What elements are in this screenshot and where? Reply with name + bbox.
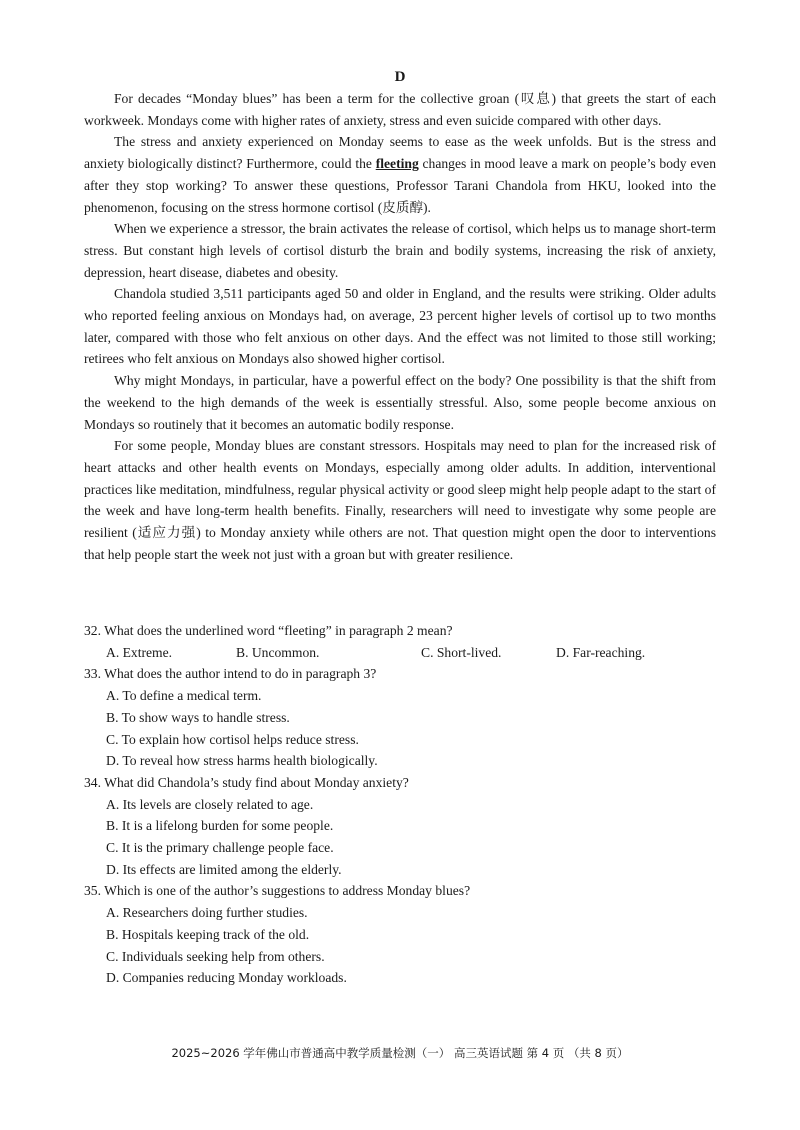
option-a: A. Its levels are closely related to age. <box>106 796 314 812</box>
underlined-word-fleeting: fleeting <box>375 156 419 172</box>
paragraph-1: For decades “Monday blues” has been a term for the collective groan (叹息) that greets the start of each workweek. Mondays come with higher rates of anxiety, stress and even suicide compared with other days. <box>84 91 716 128</box>
question-stem: 35. Which is one of the author’s suggestions to address Monday blues? <box>84 883 471 899</box>
option-b: B. It is a lifelong burden for some people. <box>106 818 334 834</box>
option-c: C. Short-lived. <box>421 644 502 660</box>
option-c: C. To explain how cortisol helps reduce stress. <box>106 731 359 747</box>
question-stem: 33. What does the author intend to do in paragraph 3? <box>84 666 377 682</box>
option-b: B. Uncommon. <box>236 644 320 660</box>
paragraph-4: Chandola studied 3,511 participants aged 50 and older in England, and the results were striking. Older adults who reported feeling anxious on Mondays had, on average, 23 percent higher levels of cortisol up to two months later, compared with those who felt anxious on other days. And the effect was not limited to those still working; retirees who felt anxious on Mondays also showed higher cortisol. <box>84 286 716 367</box>
paragraph-6: For some people, Monday blues are constant stressors. Hospitals may need to plan for the increased risk of heart attacks and other health events on Mondays, especially among older adults. In addition, interventional practices like meditation, mindfulness, regular physical activity or good sleep might help people adapt to the start of the week and have long-term health benefits. Finally, researchers will need to investigate why some people are resilient (适应力强) to Monday anxiety while others are not. That question might open the door to interventions that help people start the week not just with a groan but with greater resilience. <box>84 438 716 562</box>
option-d: D. To reveal how stress harms health biologically. <box>106 753 378 769</box>
option-d: D. Far-reaching. <box>556 644 646 660</box>
question-33 <box>84 663 716 772</box>
option-row <box>84 642 716 664</box>
paragraph-2 <box>84 131 716 218</box>
option-a: A. Extreme. <box>106 644 173 660</box>
page-footer: 2025~2026 学年佛山市普通高中教学质量检测（一） 高三英语试题 第 4 页 （共 8 页） <box>171 1046 629 1060</box>
paragraph-5: Why might Mondays, in particular, have a powerful effect on the body? One possibility is that the shift from the weekend to the high demands of the week is essentially stressful. Also, some people become anxious on Mondays so routinely that it becomes an automatic bodily response. <box>84 373 716 432</box>
question-32 <box>84 620 716 663</box>
option-a: A. To define a medical term. <box>106 688 262 704</box>
paragraph-2-end: changes in mood leave a mark on people’s body even after they stop working? To answer these questions, Professor Tarani Chandola from HKU, looked into the phenomenon, focusing on the stress hormone cortisol (皮质醇). <box>84 156 717 215</box>
option-c: C. Individuals seeking help from others. <box>106 948 325 964</box>
option-c: C. It is the primary challenge people face. <box>106 840 334 856</box>
section-title: D <box>394 69 406 85</box>
question-34 <box>84 772 716 881</box>
option-d: D. Its effects are limited among the elderly. <box>106 861 342 877</box>
option-a: A. Researchers doing further studies. <box>106 905 308 921</box>
option-d: D. Companies reducing Monday workloads. <box>106 970 347 986</box>
question-stem: 34. What did Chandola’s study find about Monday anxiety? <box>84 774 409 790</box>
questions-section <box>84 620 716 989</box>
paragraph-2-start: The stress and anxiety experienced on Monday seems to ease as the week unfolds. But is the stress and anxiety biologically distinct? Furthermore, could the <box>84 134 716 172</box>
question-stem: 32. What does the underlined word “fleeting” in paragraph 2 mean? <box>84 623 453 638</box>
paragraph-3: When we experience a stressor, the brain activates the release of cortisol, which helps us to manage short-term stress. But constant high levels of cortisol disturb the brain and bodily systems, increasing the risk of anxiety, depression, heart disease, diabetes and obesity. <box>84 221 716 280</box>
question-35 <box>84 880 716 989</box>
option-b: B. To show ways to handle stress. <box>106 709 290 725</box>
passage-section <box>84 66 716 565</box>
option-b: B. Hospitals keeping track of the old. <box>106 926 310 942</box>
